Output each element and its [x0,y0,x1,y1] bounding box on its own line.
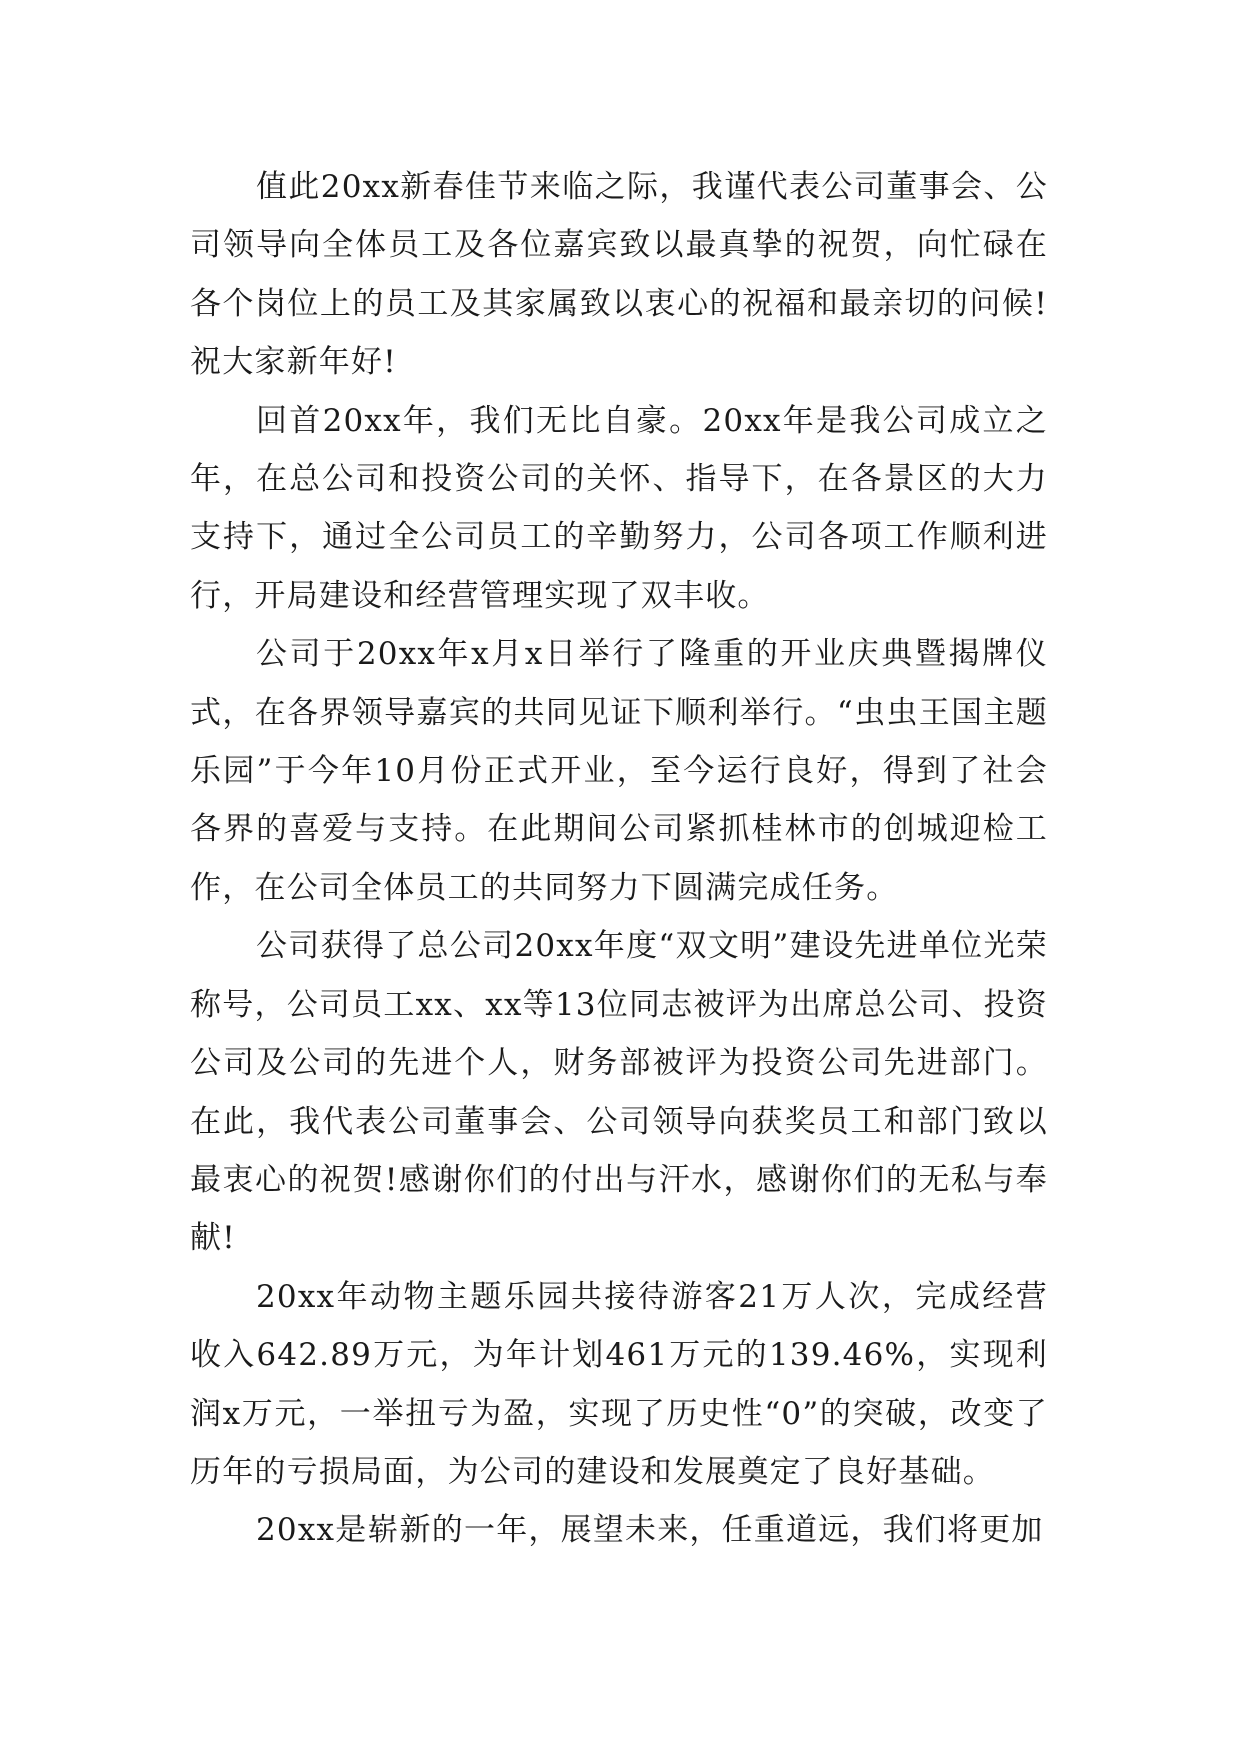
paragraph-awards: 公司获得了总公司20xx年度“双文明”建设先进单位光荣称号，公司员工xx、xx等13位同志被评为出席总公司、投资公司及公司的先进个人，财务部被评为投资公司先进部门。在此，我代表公司董事会、公司领导向获奖员工和部门致以最衷心的祝贺!感谢你们的付出与汗水，感谢你们的无私与奉献! [190,928,1048,1257]
paragraph-outlook: 20xx是崭新的一年，展望未来，任重道远，我们将更加 [256,1512,1044,1549]
paragraph-performance: 20xx年动物主题乐园共接待游客21万人次，完成经营收入642.89万元，为年计划461万元的139.46%，实现利润x万元，一举扭亏为盈，实现了历史性“0”的突破，改变了历年的亏损局面，为公司的建设和发展奠定了良好基础。 [190,1278,1048,1490]
paragraph-opening-ceremony: 公司于20xx年x月x日举行了隆重的开业庆典暨揭牌仪式，在各界领导嘉宾的共同见证下顺利举行。“虫虫王国主题乐园”于今年10月份正式开业，至今运行良好，得到了社会各界的喜爱与支持。在此期间公司紧抓桂林市的创城迎检工作，在公司全体员工的共同努力下圆满完成任务。 [190,636,1048,906]
paragraph-review: 回首20xx年，我们无比自豪。20xx年是我公司成立之年，在总公司和投资公司的关怀、指导下，在各景区的大力支持下，通过全公司员工的辛勤努力，公司各项工作顺利进行，开局建设和经营管理实现了双丰收。 [190,402,1048,614]
document-body [190,158,1048,1560]
paragraph-greeting: 值此20xx新春佳节来临之际，我谨代表公司董事会、公司领导向全体员工及各位嘉宾致以最真挚的祝贺，向忙碌在各个岗位上的员工及其家属致以衷心的祝福和最亲切的问候!祝大家新年好! [190,169,1048,381]
